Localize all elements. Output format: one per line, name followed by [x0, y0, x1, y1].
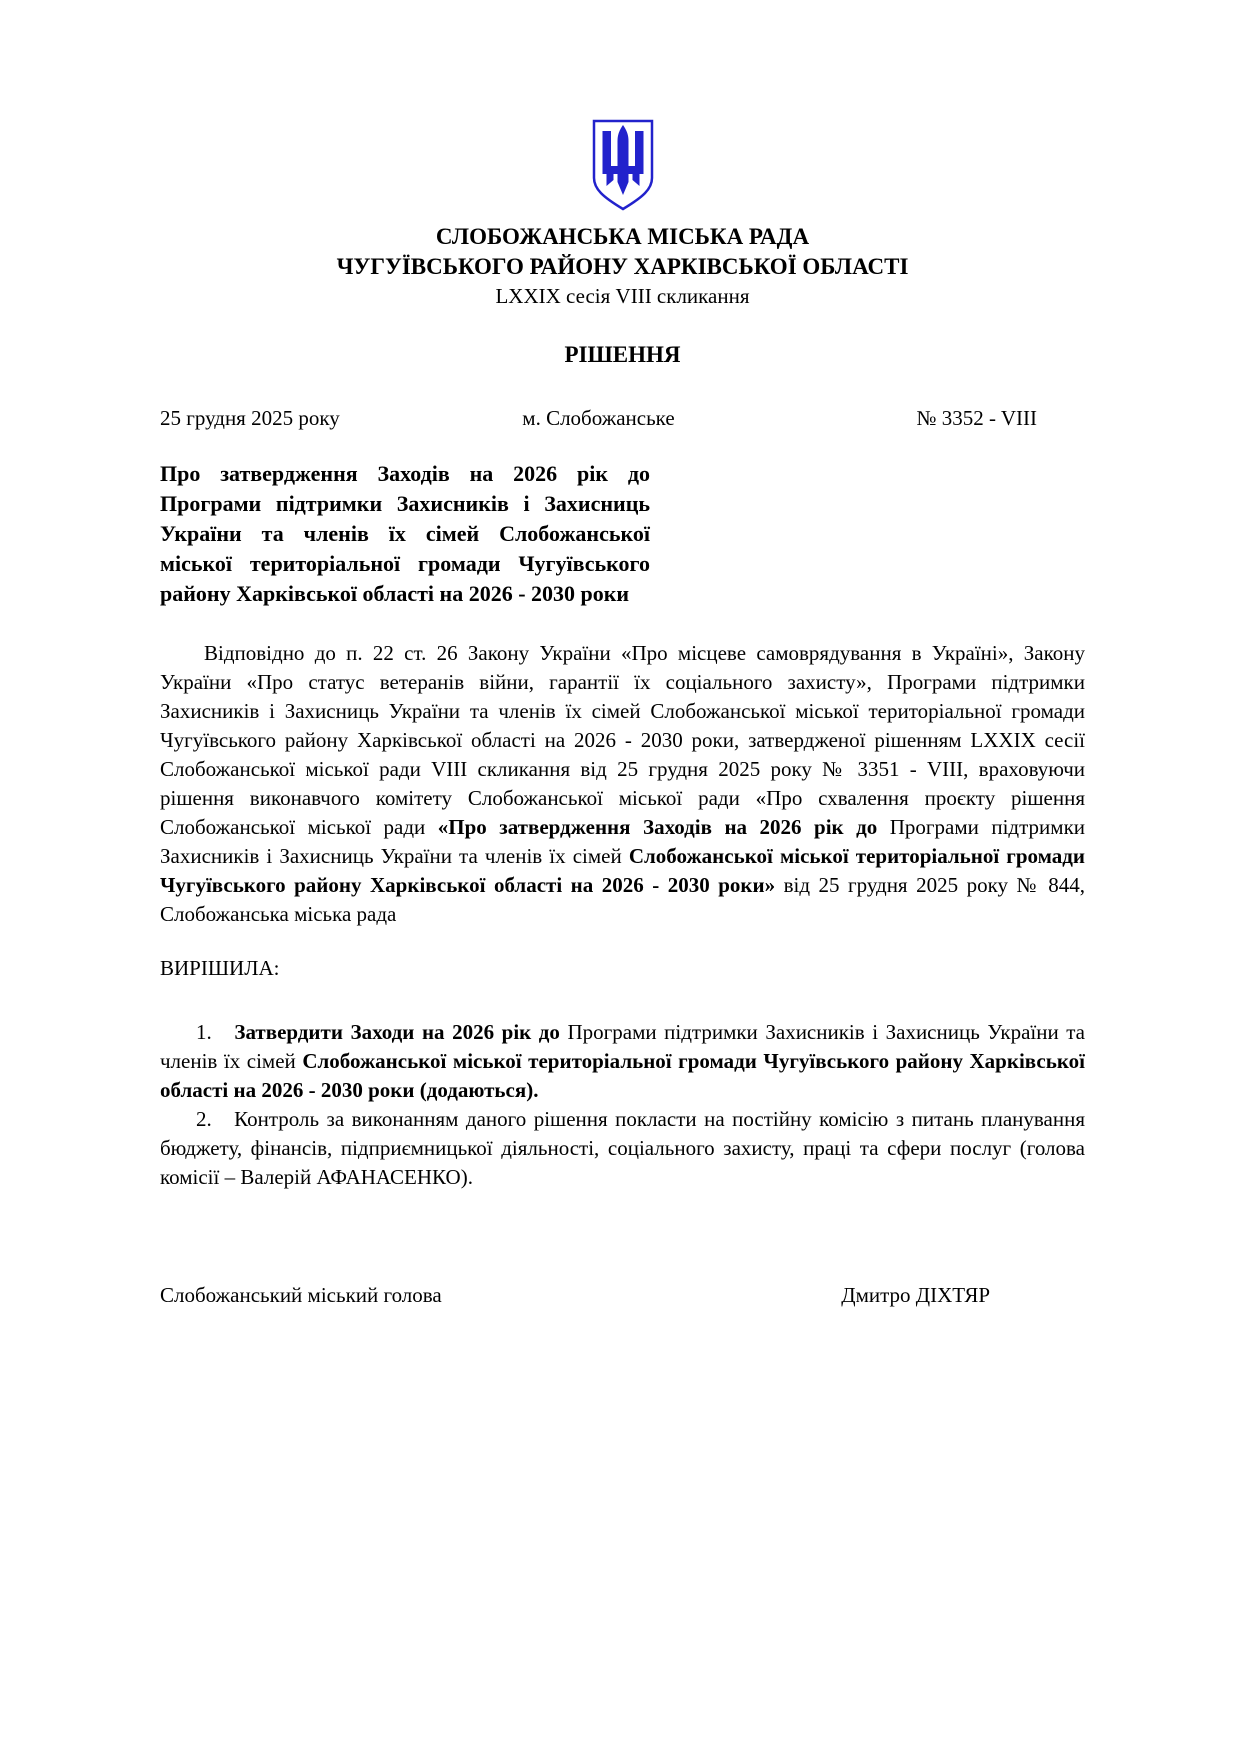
session-line: LXXIX сесія VIII скликання [495, 284, 750, 308]
text-run: Програми підтримки Захисників і Захисниць України та членів їх сімей [160, 815, 1086, 868]
signature-row [160, 1282, 1085, 1308]
meta-row [160, 405, 1085, 431]
decision-title: Про затвердження Заходів на 2026 рік до Програми підтримки Захисників і Захисниць України та членів їх сімей Слобожанської міської територіальної громади Чугуївського району Харківської області на 2026 - 2030 роки [160, 461, 650, 606]
text-run: Слобожанської міської територіальної громади Чугуївського району Харківської області на 2026 - 2030 роки» [160, 844, 1086, 897]
document-number: № 3352 - VIII [916, 406, 1037, 430]
text-run: Програми підтримки Захисників і Захисниць України та членів їх сімей [160, 1020, 1085, 1073]
text-run: від 25 грудня 2025 року № 844, Слобожанська міська рада [160, 873, 1085, 926]
preamble-paragraph [160, 639, 1085, 929]
document-date: 25 грудня 2025 року [160, 406, 340, 430]
emblem-container [160, 0, 1085, 212]
resolution-item-2 [160, 1105, 1085, 1192]
council-name: СЛОБОЖАНСЬКА МІСЬКА РАДА [435, 224, 810, 249]
resolved-word: ВИРІШИЛА: [160, 956, 280, 980]
signature-name: Дмитро ДІХТЯР [841, 1283, 990, 1307]
text-run: Відповідно до п. 22 ст. 26 Закону України «Про місцеве самоврядування в Україні», Закону України «Про статус ветеранів війни, гарантії їх соціального захисту», Програми підтримки Захисників і Захисниць України та членів їх сімей Слобожанської міської територіальної громади Чугуївського району Харківської області на 2026 - 2030 роки, затвердженої рішенням LXXIX сесії Слобожанської міської ради VIII скликання від 25 грудня 2025 року № 3351 - VIII, враховуючи рішення виконавчого комітету Слобожанської міської ради «Про схвалення проєкту рішення Слобожанської міської ради [160, 641, 1085, 839]
signature-position: Слобожанський міський голова [160, 1283, 442, 1307]
resolution-item-1 [160, 1018, 1085, 1105]
text-run: Слобожанської міської територіальної громади Чугуївського району Харківської області на 2026 - 2030 роки (додаються). [160, 1049, 1085, 1102]
text-run: «Про затвердження Заходів на 2026 рік до [437, 815, 890, 839]
text-run: Затвердити Заходи на 2026 рік до [234, 1020, 568, 1044]
text-run: 1. [196, 1020, 235, 1044]
ukraine-trident-emblem-icon [590, 118, 656, 212]
document-header [160, 222, 1085, 310]
document-place: м. Слобожанське [522, 406, 675, 430]
document-type-title: РІШЕННЯ [564, 342, 681, 367]
district-name: ЧУГУЇВСЬКОГО РАЙОНУ ХАРКІВСЬКОЇ ОБЛАСТІ [336, 254, 909, 279]
text-run: 2. Контроль за виконанням даного рішення покласти на постійну комісію з питань планування бюджету, фінансів, підприємницької діяльності, соціального захисту, праці та сфери послуг (голова комісії – Валерій АФАНАСЕНКО). [160, 1107, 1085, 1189]
